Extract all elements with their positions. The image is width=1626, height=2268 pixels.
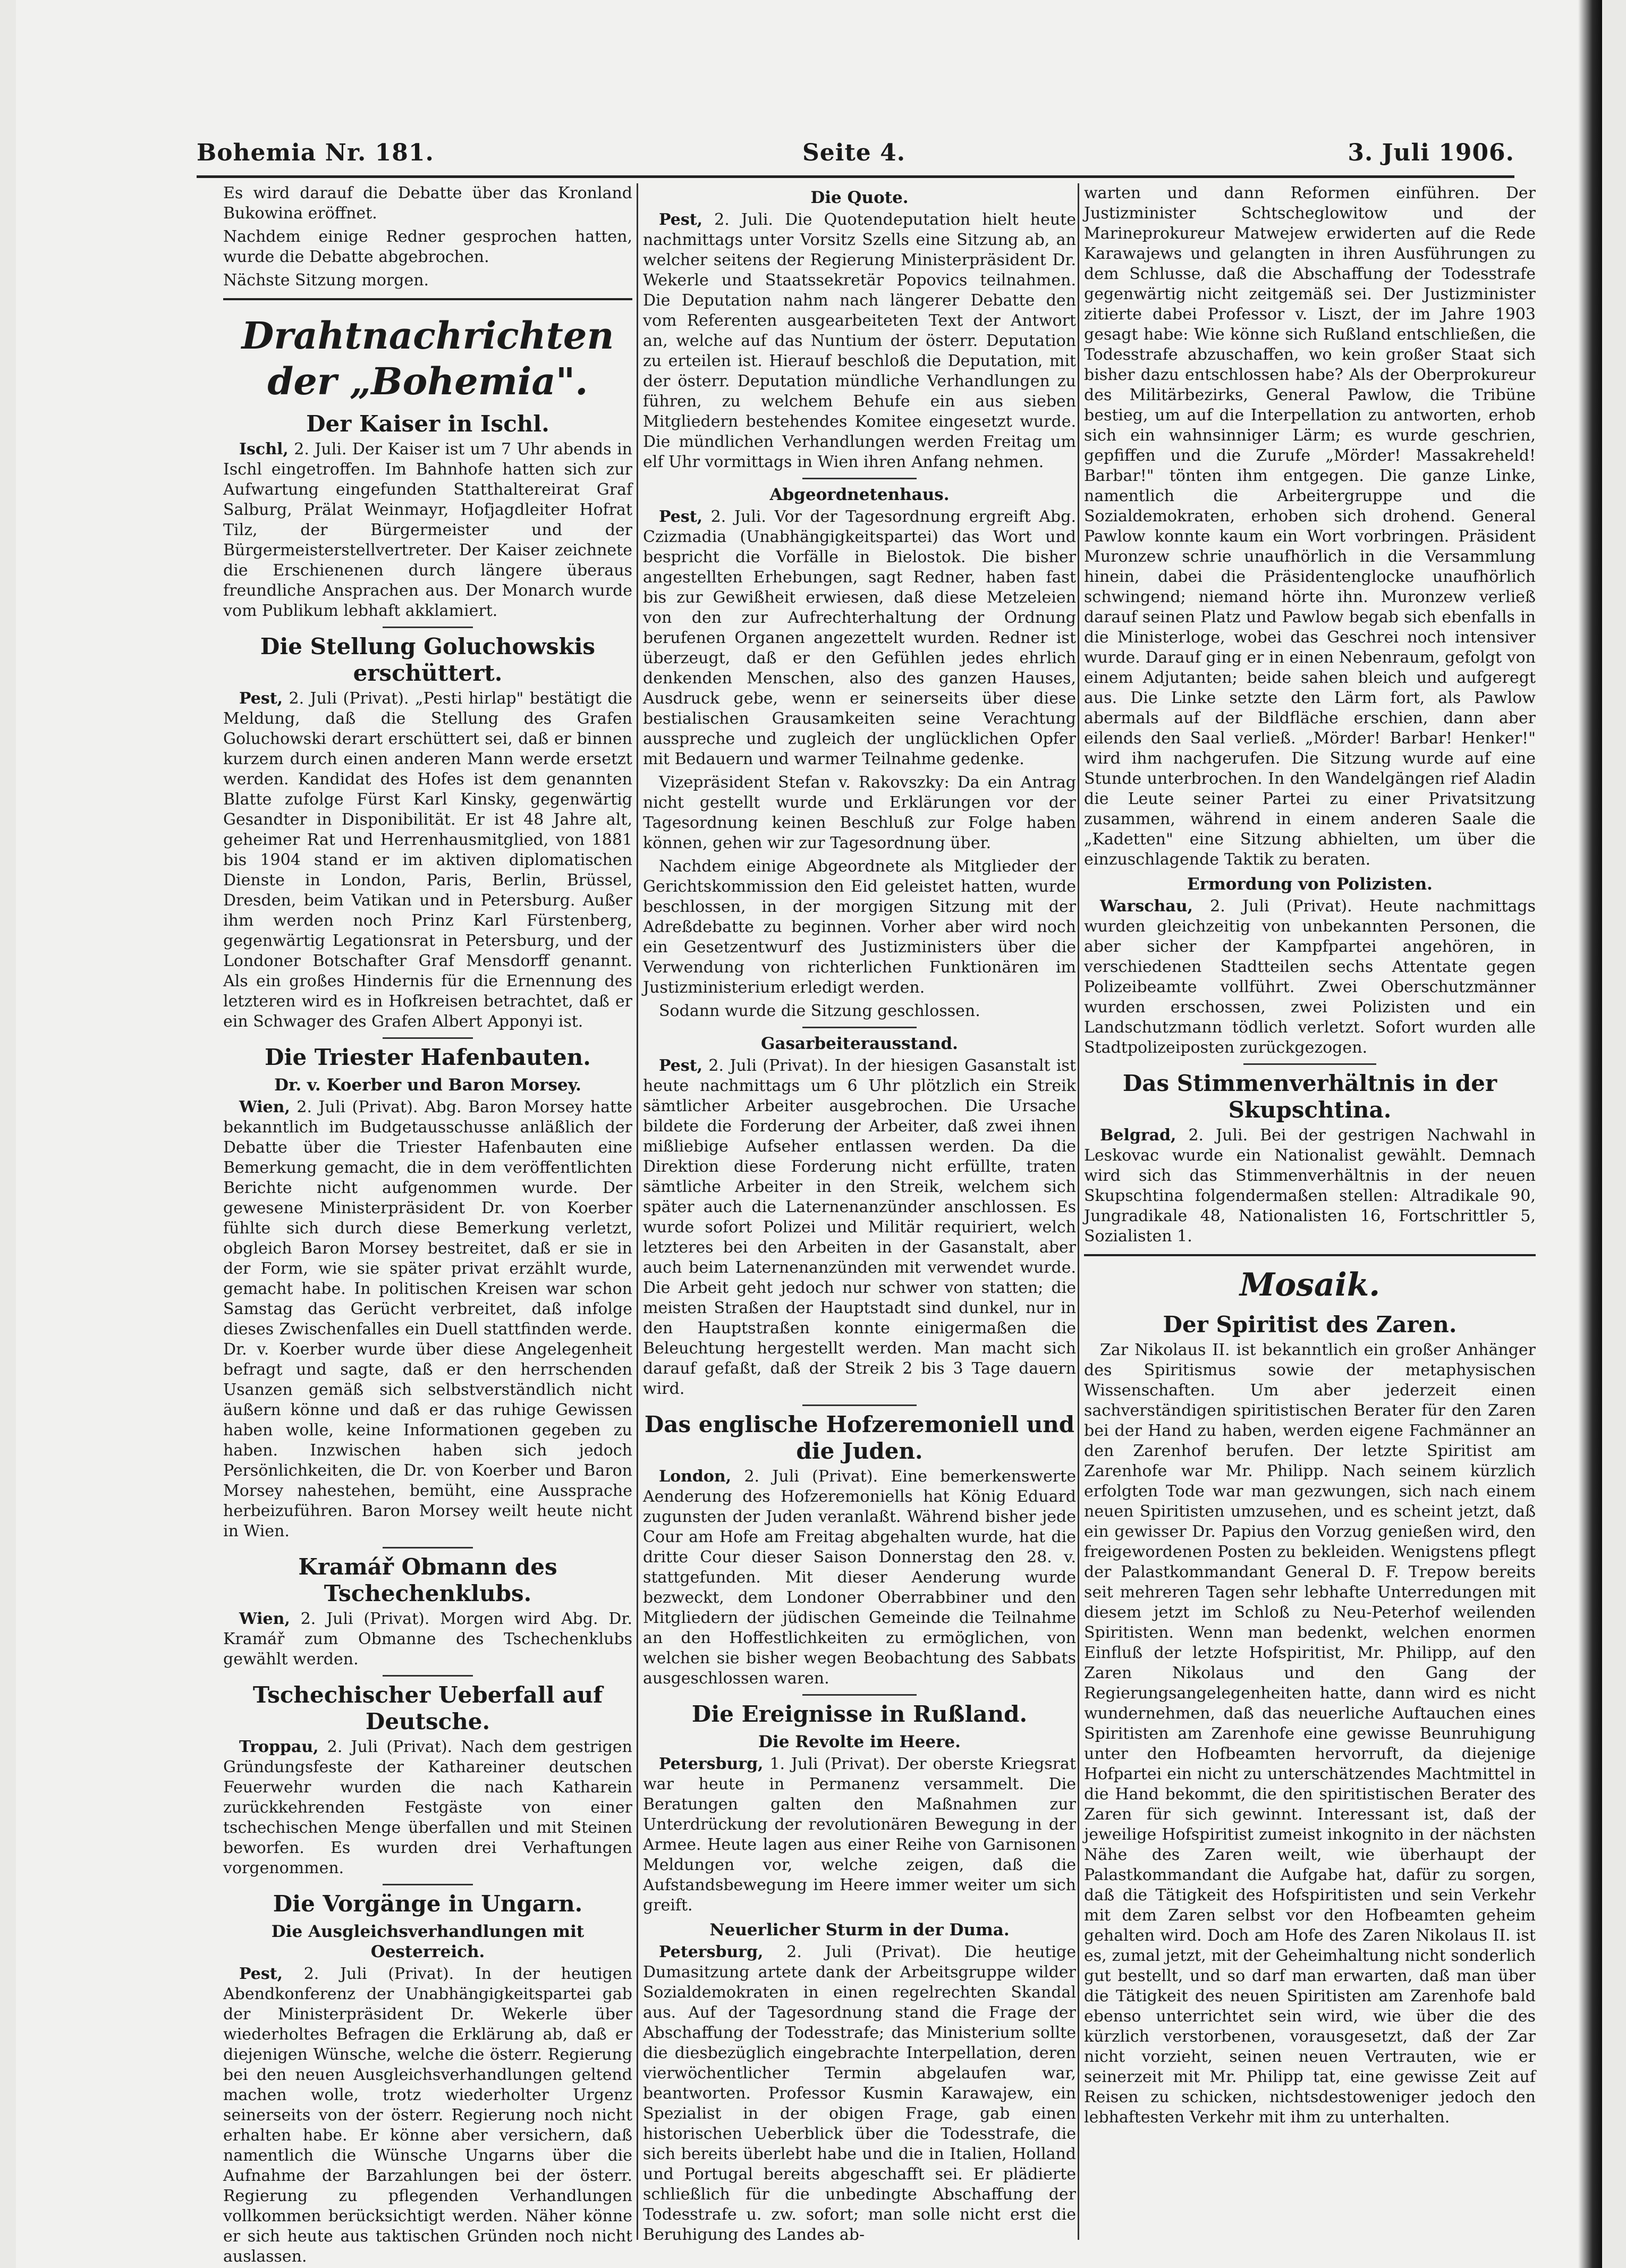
article-separator [802,478,917,479]
article-separator [383,627,473,628]
article-text: 2. Juli (Privat). In der hiesigen Gasanstalt ist heute nachmittags um 6 Uhr plötzlich ein Streik sämtlicher Arbeiter ausgebrochen. Die Ursache bildete die Forderung der Arbeiter, daß zwei ihnen mißliebige Aufseher entlassen werden. Da die Direktion diese Forderung nicht erfüllte, traten sämtliche Arbeiter in den Streik, welchem sich später auch die Laternenanzünder anschlossen. Es wurde sofort Polizei und Militär requiriert, welch letzteres bei den Arbeiten in der Gasanstalt, aber auch beim Laternenanzünden mit verwendet wurde. Die Arbeit geht jedoch nur schwer von statten; die meisten Straßen der Hauptstadt sind dunkel, nur in den Hauptstraßen konnte einigermaßen die Beleuchtung hergestellt werden. Man macht sich darauf gefaßt, daß der Streik 2 bis 3 Tage dauern wird. [643,1056,1076,1398]
intro-line: Nächste Sitzung morgen. [223,271,429,290]
column-divider-2 [1078,183,1079,2240]
article-body [643,210,1076,472]
column-3 [1084,183,1536,2240]
article-body [643,1056,1076,1399]
article-text: 2. Juli (Privat). Heute nachmittags wurden gleichzeitig von unbekannten Personen, die aber sicher der Kampfpartei angehören, in verschiedenen Stadtteilen sechs Attentate gegen Polizeibeamte vollführt. Zwei Oberschutzmänner wurden erschossen, zwei Polizisten und ein Landschutzmann tödlich verletzt. Sofort wurden alle Stadtpolizeiposten zurückgezogen. [1084,897,1536,1057]
article-body [223,1964,632,2267]
telegrams-masthead: Drahtnachrichten der „Bohemia". [241,314,614,403]
dateline: Pest, [239,1965,283,1983]
page-header [197,139,1514,176]
dateline: Wien, [239,1610,290,1628]
article-text: 2. Juli (Privat). „Pesti hirlap" bestätigt die Meldung, daß die Stellung des Grafen Goluchowski derart erschüttert sei, daß er binnen kurzem durch einen anderen Mann werde ersetzt werden. Kandidat des Hofes ist dem genannten Blatte zufolge Fürst Karl Kinsky, gegenwärtig Gesandter in Disponibilität. Er ist 48 Jahre alt, geheimer Rat und Herrenhausmitglied, von 1881 bis 1904 stand er im aktiven diplomatischen Dienste in London, Paris, Berlin, Brüssel, Dresden, beim Vatikan und in Petersburg. Außer ihm werden noch Prinz Karl Fürstenberg, gegenwärtig Legationsrat in Petersburg, und der Londoner Botschafter Graf Mensdorff genannt. Als ein großes Hindernis für die Ernennung des letzteren wird es in Hofkreisen betrachtet, daß er ein Schwager des Grafen Albert Apponyi ist. [223,689,632,1031]
dateline: Pest, [239,689,283,708]
dateline: Petersburg, [659,1943,764,1961]
dateline: Troppau, [239,1738,319,1756]
article-separator [802,1027,917,1028]
article-text: 2. Juli (Privat). Nach dem gestrigen Gründungsfeste der Kathareiner deutschen Feuerwehr wurden die nach Katharein zurückkehrenden Festgäste von einer tschechischen Menge überfallen und mit Steinen beworfen. Es wurden drei Verhaftungen vorgenommen. [223,1738,632,1877]
article-title: Die Stellung Goluchowskis erschüttert. [260,633,596,686]
article-body [223,439,632,621]
article-text: 2. Juli. Bei der gestrigen Nachwahl in Leskovac wurde ein Nationalist gewählt. Demnach wird sich das Stimmenverhältnis in der neuen Skupschtina folgendermaßen stellen: Altradikale 90, Jungradikale 48, Nationalisten 16, Fortschrittler 5, Sozialisten 1. [1084,1126,1536,1246]
article-body [223,1097,632,1542]
article-body: Zar Nikolaus II. ist bekanntlich ein großer Anhänger des Spiritismus sowie der metaphysischen Wissenschaften. Um aber jederzeit einen sachverständigen spiritistischen Berater für den Zaren bei der Hand zu haben, werden eigene Fachmänner an den Zarenhof berufen. Der letzte Spiritist am Zarenhofe war Mr. Philipp. Nach seinem kürzlich erfolgten Tode war man gezwungen, sich nach einem neuen Spiritisten umzusehen, und es scheint jetzt, daß ein gewisser Dr. Papius den Vorzug genießen wird, den freigewordenen Posten zu bekleiden. Wenigstens pflegt der Palastkommandant General D. F. Trepow bereits seit mehreren Tagen sehr lebhafte Unterredungen mit diesem jetzt im Schloß zu Neu-Peterhof weilenden Spiritisten. Wenn man bedenkt, welchen enormen Einfluß der letzte Hofspiritist, Mr. Philipp, auf den Zaren Nikolaus und den Gang der Regierungsangelegenheiten hatte, dann wird es nicht wundernehmen, daß das neuerliche Auftauchen eines Spiritisten am Zarenhofe eine gewisse Beunruhigung unter den Hofbeamten hervorruft, da diejenige Hofpartei ein nicht zu unterschätzendes Machtmittel in die Hand bekommt, die den spiritistischen Berater des Zaren für sich gewinnt. Interessant ist, daß der jeweilige Hofspiritist zumeist inkognito in der nächsten Nähe des Zaren weilt, wie überhaupt der Palastkommandant die Aufgabe hat, dafür zu sorgen, daß die Tätigkeit des Hofspiritisten und sein Verkehr mit dem Zaren selbst vor den Hofbeamten geheim gehalten wird. Doch am Hofe des Zaren Nikolaus II. ist es, zumal jetzt, mit der Geheimhaltung nicht sonderlich gut bestellt, und so darf man erwarten, daß man über die Tätigkeit des neuen Spiritisten am Zarenhofe bald ebenso unterrichtet sein wird, wie über die des kürzlich verstorbenen, vorausgesetzt, daß der Zar nicht vorzieht, seinen neuen Vertrauten, wie er seinerzeit mit Mr. Philipp tat, eine gewisse Zeit auf Reisen zu schicken, nichtsdestoweniger jedoch den lebhaftesten Verkehr mit ihm zu unterhalten. [1084,1341,1536,2127]
article-separator [383,1884,473,1885]
article-body [1084,1125,1536,1247]
section-rule [223,298,632,300]
article-separator [383,1547,473,1548]
column-1 [223,183,632,2266]
article-title: Der Spiritist des Zaren. [1163,1311,1457,1338]
article-title: Die Ereignisse in Rußland. [691,1701,1028,1727]
article-body [223,1609,632,1670]
article-title: Die Vorgänge in Ungarn. [273,1891,583,1917]
dateline: Petersburg, [659,1755,764,1773]
article-body [643,507,1076,769]
intro-line: Nachdem einige Redner gesprochen hatten, wurde die Debatte abgebrochen. [223,227,632,266]
article-subtitle: Die Revolte im Heere. [758,1732,961,1751]
dateline: Pest, [659,1056,703,1075]
article-subtitle: Dr. v. Koerber und Baron Morsey. [274,1076,581,1095]
dateline: London, [659,1467,732,1486]
newspaper-page [16,0,1602,2268]
article-title: Der Kaiser in Ischl. [306,411,549,437]
article-title: Das Stimmenverhältnis in der Skupschtina. [1122,1070,1497,1123]
header-rule [197,175,1514,178]
article-title: Die Triester Hafenbauten. [265,1044,591,1070]
article-body [643,1467,1076,1689]
dateline: Pest, [659,507,703,526]
article-text: 2. Juli (Privat). Morgen wird Abg. Dr. Kramář zum Obmanne des Tschechenklubs gewählt werden. [223,1610,632,1669]
article-body [643,1754,1076,1916]
article-subtitle: Neuerlicher Sturm in der Duma. [709,1920,1010,1940]
article-body [223,689,632,1032]
article-text: 2. Juli. Vor der Tagesordnung ergreift Abg. Czizmadia (Unabhängigkeitspartei) das Wort und bespricht die Vorfälle in Bielostok. Die bisher angestellten Erhebungen, sagt Redner, haben fast bis zur Gewißheit erwiesen, daß diese Metzeleien von den zur Aufrechterhaltung der Ordnung berufenen Organen angezettelt wurden. Redner ist überzeugt, daß er den Gefühlen jedes ehrlich denkenden Menschen, also des ganzen Hauses, Ausdruck gebe, wenn er seinerseits über diese bestialischen Grausamkeiten seine Verachtung ausspreche und zugleich der unglücklichen Opfer mit Bedauern und warmer Teilnahme gedenke. [643,507,1076,768]
article-paragraph: Vizepräsident Stefan v. Rakovszky: Da ein Antrag nicht gestellt wurde und Erklärungen vor der Tagesordnung keinen Beschluß zur Folge haben können, gehen wir zur Tagesordnung über. [643,773,1076,852]
header-date: 3. Juli 1906. [1348,139,1514,166]
dateline: Wien, [239,1098,290,1116]
column-2 [643,183,1076,2244]
article-paragraph: Sodann wurde die Sitzung geschlossen. [659,1002,980,1020]
article-text: 2. Juli (Privat). Die heutige Dumasitzung artete dank der Arbeitsgruppe wilder Sozialdemokraten in einen regelrechten Skandal aus. Auf der Tagesordnung stand die Frage der Abschaffung der Todesstrafe; das Ministerium sollte die diesbezüglich eingebrachte Interpellation, deren vierwöchentlicher Termin abgelaufen war, beantworten. Professor Kusmin Karawajew, ein Spezialist in der obigen Frage, gab einen historischen Ueberblick über die Todesstrafe, die sich bereits überlebt habe und die in Italien, Holland und Portugal bereits abgeschafft sei. Er plädierte schließlich für die unbedingte Abschaffung der Todesstrafe u. zw. sofort; man solle nicht erst die Beruhigung des Landes ab- [643,1943,1076,2244]
article-separator [1243,1063,1376,1065]
article-title: Das englische Hofzeremoniell und die Juden. [644,1411,1075,1464]
dateline: Ischl, [239,440,289,459]
article-title: Kramář Obmann des Tschechenklubs. [298,1554,557,1606]
article-body [643,1942,1076,2245]
article-title: Gasarbeiterausstand. [761,1034,958,1053]
article-subtitle: Ermordung von Polizisten. [1187,875,1433,894]
article-separator [802,1404,917,1406]
article-text: 2. Juli (Privat). Abg. Baron Morsey hatte bekanntlich im Budgetausschusse anläßlich der Debatte über die Triester Hafenbauten eine Bemerkung gemacht, die in dem veröffentlichten Berichte nicht aufgenommen wurde. Der gewesene Ministerpräsident Dr. von Koerber fühlte sich durch diese Bemerkung verletzt, obgleich Baron Morsey bestreitet, daß er sie in der Form, wie sie später privat erzählt wurde, gemacht habe. In politischen Kreisen war schon Samstag das Gerücht verbreitet, daß infolge dieses Zwischenfalles ein Duell stattfinden werde. Dr. v. Koerber wurde über diese Angelegenheit befragt und sagte, daß er den herrschenden Usanzen gemäß sich selbstverständlich nicht äußern könne und daß er das ruhige Gewissen haben wolle, keine Informationen gegeben zu haben. Inzwischen haben sich jedoch Persönlichkeiten, die Dr. von Koerber und Baron Morsey nahestehen, bemüht, eine Aussprache herbeizuführen. Baron Morsey weilt heute nicht in Wien. [223,1098,632,1541]
article-separator [383,1675,473,1677]
article-text: 2. Juli. Die Quotendeputation hielt heute nachmittags unter Vorsitz Szells eine Sitzung ab, an welcher seitens der Regierung Ministerpräsident Dr. Wekerle und Staatssekretär Popovics teilnahmen. Die Deputation nahm nach längerer Debatte den vom Referenten ausgearbeiteten Text der Antwort an, welche auf das Nuntium der österr. Deputation zu erteilen ist. Hierauf beschloß die Deputation, mit der österr. Deputation mündliche Verhandlungen zu führen, zu welchem Behufe ein aus sieben Mitgliedern bestehendes Komitee eingesetzt wurde. Die mündlichen Verhandlungen werden Freitag um elf Uhr vormittags in Wien ihren Anfang nehmen. [643,210,1076,471]
dateline: Warschau, [1100,897,1193,916]
article-text: 2. Juli (Privat). Eine bemerkenswerte Aenderung des Hofzeremoniells hat König Eduard zugunsten der Juden veranlaßt. Während bisher jede Cour am Hofe am Freitag abgehalten wurde, hat die dritte Cour dieser Saison Donnerstag den 28. v. stattgefunden. Mit dieser Aenderung wurde bezweckt, dem Londoner Oberrabbiner und den Mitgliedern der jüdischen Gemeinde die Teilnahme an den Hoffestlichkeiten zu ermöglichen, von welchen sie bisher wegen Beobachtung des Sabbats ausgeschlossen waren. [643,1467,1076,1688]
intro-line: Es wird darauf die Debatte über das Kronland Bukowina eröffnet. [223,184,632,223]
dateline: Pest, [659,210,703,229]
article-title: Tschechischer Ueberfall auf Deutsche. [252,1682,603,1734]
article-paragraph: Nachdem einige Abgeordnete als Mitglieder der Gerichtskommission den Eid geleistet hatten, wurde beschlossen, in der morgigen Sitzung mit der Adreßdebatte zu beginnen. Vorher aber wird noch ein Gesetzentwurf des Justizministers über die Verwendung von richterlichen Funktionären im Justizministerium erledigt werden. [643,857,1076,997]
article-title: Die Quote. [810,188,909,207]
section-rule [1084,1254,1536,1256]
dateline: Belgrad, [1100,1126,1176,1145]
article-body [223,1737,632,1878]
article-text: 2. Juli. Der Kaiser ist um 7 Uhr abends in Ischl eingetroffen. Im Bahnhofe hatten sich zur Aufwartung eingefunden Statthaltereirat Graf Salburg, Prälat Weinmayr, Hofjagdleiter Hofrat Tilz, der Bürgermeister und der Bürgermeisterstellvertreter. Der Kaiser zeichnete die Erschienenen durch längere überaus freundliche Ansprachen aus. Der Monarch wurde vom Publikum lebhaft akklamiert. [223,440,632,620]
article-text: 2. Juli (Privat). In der heutigen Abendkonferenz der Unabhängigkeitspartei gab der Ministerpräsident Dr. Wekerle über wiederholtes Befragen die Erklärung ab, daß er diejenigen Wünsche, welche die österr. Regierung bei den neuen Ausgleichsverhandlungen geltend machen wolle, trotz wiederholter Urgenz seinerseits von der österr. Regierung noch nicht erhalten habe. Er könne aber versichern, daß namentlich die Wünsche Ungarns über die Aufnahme der Barzahlungen bei der österr. Regierung zu pflegenden Verhandlungen vollkommen berücksichtigt werden. Näher könne er sich heute aus taktischen Gründen noch nicht auslassen. [223,1965,632,2266]
article-continuation: warten und dann Reformen einführen. Der Justizminister Schtscheglowitow und der Marineprokureur Matwejew erwiderten auf die Rede Karawajews und gelangten in ihren Ausführungen zu dem Schlusse, daß die Abschaffung der Todesstrafe gegenwärtig nicht zeitgemäß sei. Der Justizminister zitierte dabei Professor v. Liszt, der im Jahre 1903 gesagt habe: Wie könne sich Rußland entschließen, die Todesstrafe abzuschaffen, wo kein großer Staat sich bisher dazu entschlossen habe? Als der Oberprokureur des Militärbezirks, General Pawlow, die Tribüne bestieg, um auf die Interpellation zu antworten, erhob sich ein wahnsinniger Lärm; es wurde geschrien, gepfiffen und die Zurufe „Mörder! Massakreheld! Barbar!" tönten ihm entgegen. Die ganze Linke, namentlich die Arbeitergruppe und die Sozialdemokraten, erhoben sich drohend. General Pawlow konnte kaum ein Wort vorbringen. Präsident Muronzew schrie unaufhörlich in die Versammlung hinein, dabei die Präsidentenglocke unaufhörlich schwingend; niemand hörte ihn. Muronzew verließ darauf seinen Platz und Pawlow begab sich ebenfalls in die Ministerloge, wobei das Geschrei noch intensiver wurde. Darauf ging er in einen Nebenraum, gefolgt von einem Adjutanten; beide sahen bleich und aufgeregt aus. Die Linke setzte den Lärm fort, als Pawlow abermals auf der Bildfläche erschien, dann aber eilends den Saal verließ. „Mörder! Barbar! Henker!" wird ihm nachgerufen. Die Sitzung wurde auf eine Stunde unterbrochen. In den Wandelgängen rief Aladin die Leute seiner Partei zu einer Privatsitzung zusammen, während in einem anderen Saale die „Kadetten" eine Sitzung abhielten, um über die einzuschlagende Taktik zu beraten. [1084,184,1536,869]
header-paper-issue: Bohemia Nr. 181. [197,139,434,166]
column-divider-1 [637,183,638,2240]
header-page-number: Seite 4. [802,139,906,166]
article-separator [802,1694,917,1696]
article-subtitle: Die Ausgleichsverhandlungen mit Oesterreich. [271,1922,585,1961]
page-edge-shadow [1578,0,1602,2268]
article-body [1084,896,1536,1058]
mosaik-heading: Mosaik. [1239,1266,1381,1304]
article-title: Abgeordnetenhaus. [769,485,950,504]
article-text: 1. Juli (Privat). Der oberste Kriegsrat war heute in Permanenz versammelt. Die Beratungen galten den Maßnahmen zur Unterdrückung der revolutionären Bewegung in der Armee. Heute lagen aus einer Reihe von Garnisonen Meldungen vor, welche zeigen, daß die Aufstandsbewegung im Heere immer weiter um sich greift. [643,1755,1076,1915]
article-separator [383,1037,473,1039]
